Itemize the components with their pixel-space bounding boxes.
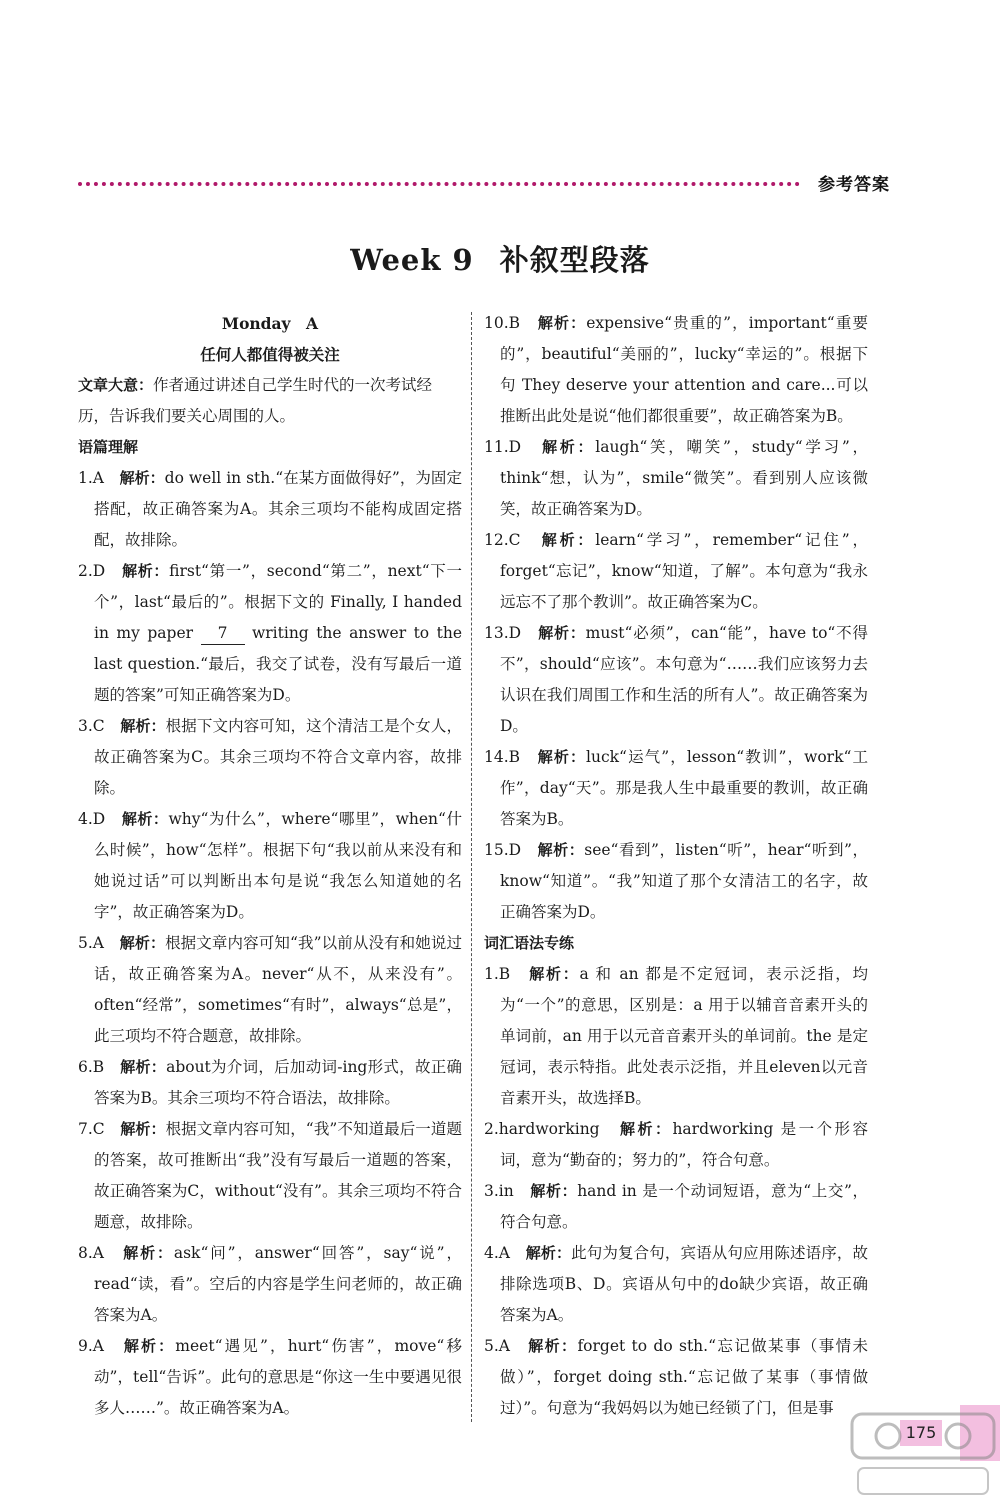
answer-item: 8.A 解析：ask“问”，answer“回答”，say“说”，read“读，看”。空后的内容是学生问老师的，故正确答案为A。 xyxy=(78,1244,462,1324)
answer-item: 2.D 解析：first“第一”，second“第二”，next“下一个”，last“最后的”。根据下文的 Finally, I handed in my paper 7 writing the answer to the last question.“最后，我交了试卷，没有写最后一道题的答案”可知正确答案为D。 xyxy=(78,562,463,704)
header-label: 参考答案 xyxy=(818,175,890,195)
answer-item: 13.D 解析：must“必须”，can“能”，have to“不得不”，should“应该”。本句意为“……我们应该努力去认识在我们周围工作和生活的所有人”。故正确答案为D。 xyxy=(484,624,868,735)
summary xyxy=(78,370,462,432)
subheading: Monday A xyxy=(221,314,319,333)
passage-heading: 任何人都值得被关注 xyxy=(200,345,340,364)
answer-item: 4.A 解析：此句为复合句，宾语从句应用陈述语序，故排除选项B、D。宾语从句中的do缺少宾语，故正确答案为A。 xyxy=(484,1244,868,1324)
left-column xyxy=(78,308,462,1424)
answer-item: 7.C 解析：根据文章内容可知，“我”不知道最后一道题的答案，故可推断出“我”没有写最后一道题的答案，故正确答案为C，without“没有”。其余三项均不符合题意，故排除。 xyxy=(78,1120,462,1231)
page-title xyxy=(0,238,1000,279)
answer-item: 6.B 解析：about为介词，后加动词-ing形式，故正确答案为B。其余三项均不符合语法，故排除。 xyxy=(78,1058,462,1107)
answer-item: 4.D 解析：why“为什么”，where“哪里”，when“什么时候”，how“怎样”。根据下句“我以前从来没有和她说过话”可以判断出本句是说“我怎么知道她的名字”，故正确答案为D。 xyxy=(78,810,462,921)
page-number: 175 xyxy=(900,1420,942,1446)
answer-item: 2.hardworking 解析：hardworking 是一个形容词，意为“勤奋的；努力的”，符合句意。 xyxy=(484,1120,868,1169)
answer-item: 1.A 解析：do well in sth.“在某方面做得好”，为固定搭配，故正确答案为A。其余三项均不能构成固定搭配，故排除。 xyxy=(78,469,462,549)
blank-7: 7 xyxy=(201,622,245,645)
answer-item: 12.C 解析：learn“学习”，remember“记住”，forget“忘记”，know“知道，了解”。本句意为“我永远忘不了那个教训”。故正确答案为C。 xyxy=(484,531,868,611)
section-heading: 语篇理解 xyxy=(78,438,139,456)
answer-item: 3.C 解析：根据下文内容可知，这个清洁工是个女人，故正确答案为C。其余三项均不符合文章内容，故排除。 xyxy=(78,717,462,797)
answer-item: 5.A 解析：forget to do sth.“忘记做某事（事情未做）”，forget doing sth.“忘记做了某事（事情做过）”。句意为“我妈妈以为她已经锁了门，但是事 xyxy=(484,1337,868,1417)
answer-item: 11.D 解析：laugh“笑，嘲笑”，study“学习”，think“想，认为”，smile“微笑”。看到别人应该微笑，故正确答案为D。 xyxy=(484,438,868,518)
answer-item: 1.B 解析：a 和 an 都是不定冠词，表示泛指，均为“一个”的意思，区别是：a 用于以辅音音素开头的单词前，an 用于以元音音素开头的单词前。the 是定冠词，表示特指。此处表示泛指，并且eleven以元音音素开头，故选择B。 xyxy=(484,965,868,1107)
answer-item: 14.B 解析：luck“运气”，lesson“教训”，work“工作”，day“天”。那是我人生中最重要的教训，故正确答案为B。 xyxy=(484,748,868,828)
answer-item: 15.D 解析：see“看到”，listen“听”，hear“听到”，know“知道”。“我”知道了那个女清洁工的名字，故正确答案为D。 xyxy=(484,841,868,921)
right-column xyxy=(484,308,868,1424)
section-heading: 词汇语法专练 xyxy=(484,934,575,952)
summary-text: 作者通过讲述自己学生时代的一次考试经历，告诉我们要关心周围的人。 xyxy=(78,376,433,425)
answer-item: 10.B 解析：expensive“贵重的”，important“重要的”，beautiful“美丽的”，lucky“幸运的”。根据下句 They deserve your attention and care...可以推断出此处是说“他们都很重要”，故正确答案为B。 xyxy=(484,314,868,425)
answer-item: 9.A 解析：meet“遇见”，hurt“伤害”，move“移动”，tell“告诉”。此句的意思是“你这一生中要遇见很多人……”。故正确答案为A。 xyxy=(78,1337,462,1417)
header-dotted-rule xyxy=(78,172,800,186)
column-divider xyxy=(471,312,472,1422)
watermark-logo xyxy=(848,1408,998,1500)
summary-label: 文章大意： xyxy=(78,376,154,394)
topic-label: 补叙型段落 xyxy=(499,243,650,277)
answer-item: 3.in 解析：hand in 是一个动词短语，意为“上交”，符合句意。 xyxy=(484,1182,868,1231)
answer-item: 5.A 解析：根据文章内容可知“我”以前从没有和她说过话，故正确答案为A。never“从不，从来没有”。often“经常”，sometimes“有时”，always“总是”，此三项均不符合题意，故排除。 xyxy=(78,934,462,1045)
week-label: Week 9 xyxy=(350,243,474,277)
